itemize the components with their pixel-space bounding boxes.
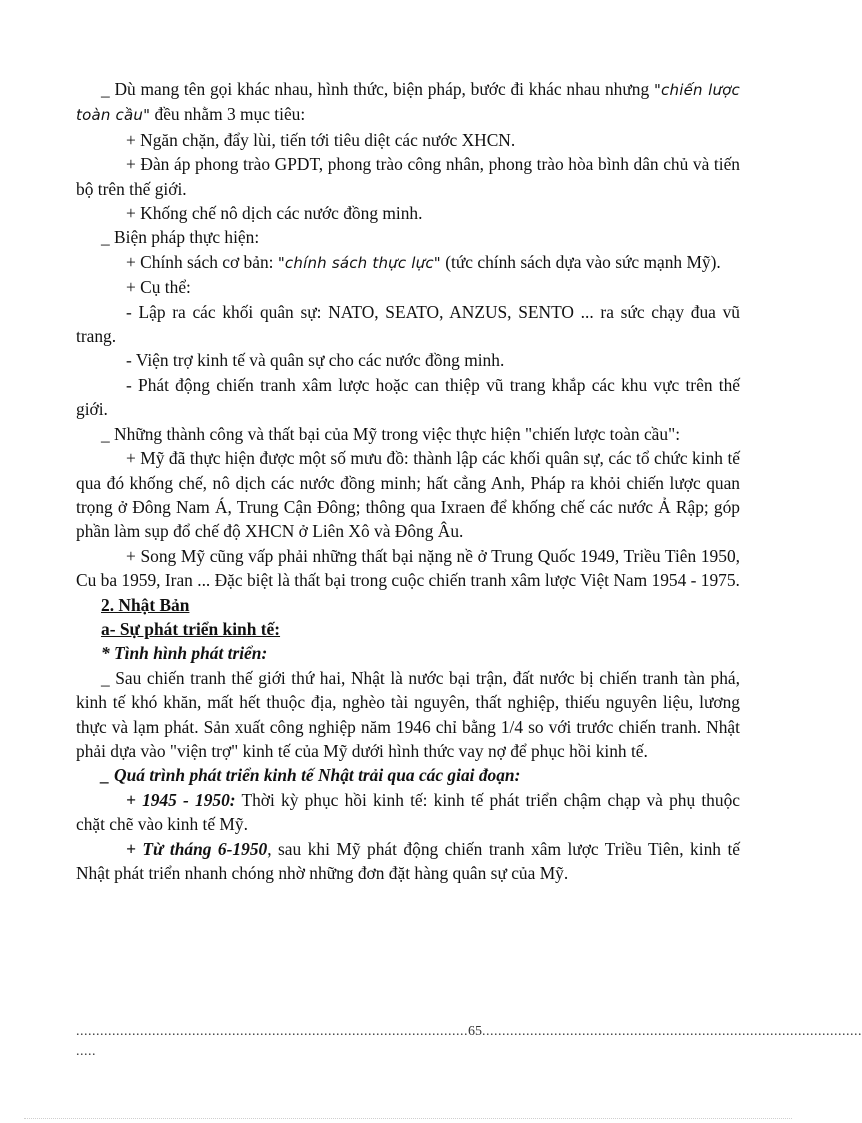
stage-2 xyxy=(76,837,740,886)
document-page xyxy=(76,77,740,885)
measure-3: - Phát động chiến tranh xâm lược hoặc can thiệp vũ trang khắp các khu vực trên thế giới. xyxy=(76,374,740,420)
goal-2: + Đàn áp phong trào GPDT, phong trào công nhân, phong trào hòa bình dân chủ và tiến bộ trên thế giới. xyxy=(76,154,740,199)
stage-2-text: , sau khi Mỹ phát động chiến tranh xâm lược Triều Tiên, kinh tế Nhật phát triển nhanh chóng nhờ những đơn đặt hàng quân sự của Mỹ. xyxy=(76,838,740,883)
footer-dots-right: ............................................................................................... xyxy=(482,1024,862,1039)
footer-dots-tail: ..... xyxy=(76,1044,96,1059)
page-number: 65 xyxy=(468,1024,482,1039)
measure-1: - Lập ra các khối quân sự: NATO, SEATO, ANZUS, SENTO ... ra sức chạy đua vũ trang. xyxy=(76,301,740,347)
results-heading: _ Những thành công và thất bại của Mỹ trong việc thực hiện "chiến lược toàn cầu": xyxy=(101,423,681,444)
page-footer xyxy=(76,1022,862,1062)
failure-paragraph: + Song Mỹ cũng vấp phải những thất bại nặng nề ở Trung Quốc 1949, Triều Tiên 1950, Cu ba 1959, Iran ... Đặc biệt là thất bại trong cuộc chiến tranh xâm lược Việt Nam 1954 - 1975. xyxy=(76,545,740,591)
stage-1 xyxy=(76,788,740,837)
measures-heading: _ Biện pháp thực hiện: xyxy=(101,227,260,248)
policy-quote: "chính sách thực lực" xyxy=(277,253,441,272)
process-heading: _ Quá trình phát triển kinh tế Nhật trải qua các giai đoạn: xyxy=(101,765,521,786)
situation-paragraph: _ Sau chiến tranh thế giới thứ hai, Nhật là nước bại trận, đất nước bị chiến tranh tàn phá, kinh tế khó khăn, mất hết thuộc địa, nghèo tài nguyên, thất nghiệp, thiếu nguyên liệu, lương thực và lạm phát. Sản xuất công nghiệp năm 1946 chỉ bằng 1/4 so với trước chiến tranh. Nhật phải dựa vào "viện trợ" kinh tế của Mỹ dưới hình thức vay nợ để phục hồi kinh tế. xyxy=(76,667,740,761)
stage-1-text: Thời kỳ phục hồi kinh tế: kinh tế phát triển chậm chạp và phụ thuộc chặt chẽ vào kinh tế Mỹ. xyxy=(76,789,740,835)
goal-3: + Khống chế nô dịch các nước đồng minh. xyxy=(126,203,423,224)
goals-intro-text: _ Dù mang tên gọi khác nhau, hình thức, biện pháp, bước đi khác nhau nhưng xyxy=(101,79,654,99)
goals-intro-tail: đều nhằm 3 mục tiêu: xyxy=(150,104,306,125)
measure-2: - Viện trợ kinh tế và quân sự cho các nước đồng minh. xyxy=(126,350,505,371)
section-title-text: 2. Nhật Bản xyxy=(101,594,190,615)
goals-intro xyxy=(76,77,740,128)
footer-line xyxy=(76,1022,862,1042)
stage-2-label: + Từ tháng 6-1950 xyxy=(126,838,268,859)
specific-heading: + Cụ thể: xyxy=(126,277,191,298)
subsection-title xyxy=(76,617,740,641)
situation-heading: * Tình hình phát triển: xyxy=(101,643,268,664)
success-paragraph: + Mỹ đã thực hiện được một số mưu đồ: thành lập các khối quân sự, các tổ chức kinh tế qua đó khống chế, nô dịch các nước đồng minh; hất cẳng Anh, Pháp ra khỏi chiến lược quan trọng ở Đông Nam Á, Trung Cận Đông; thông qua Ixraen để khống chế các nước Ả Rập; góp phần làm sụp đổ chế độ XHCN ở Liên Xô và Đông Âu. xyxy=(76,448,740,542)
global-strategy-quote: "chiến lược toàn cầu" xyxy=(76,81,741,125)
policy-tail: (tức chính sách dựa vào sức mạnh Mỹ). xyxy=(440,251,721,272)
bottom-dotted-rule xyxy=(24,1118,792,1119)
subsection-title-text: a- Sự phát triển kinh tế: xyxy=(101,618,281,639)
policy-paragraph xyxy=(76,250,740,275)
policy-lead: + Chính sách cơ bản: xyxy=(126,251,278,272)
footer-dots-left: .................................................................................................. xyxy=(76,1024,468,1039)
section-title xyxy=(76,593,740,617)
goal-1: + Ngăn chặn, đẩy lùi, tiến tới tiêu diệt các nước XHCN. xyxy=(126,129,516,150)
stage-1-label: + 1945 - 1950: xyxy=(126,789,236,810)
